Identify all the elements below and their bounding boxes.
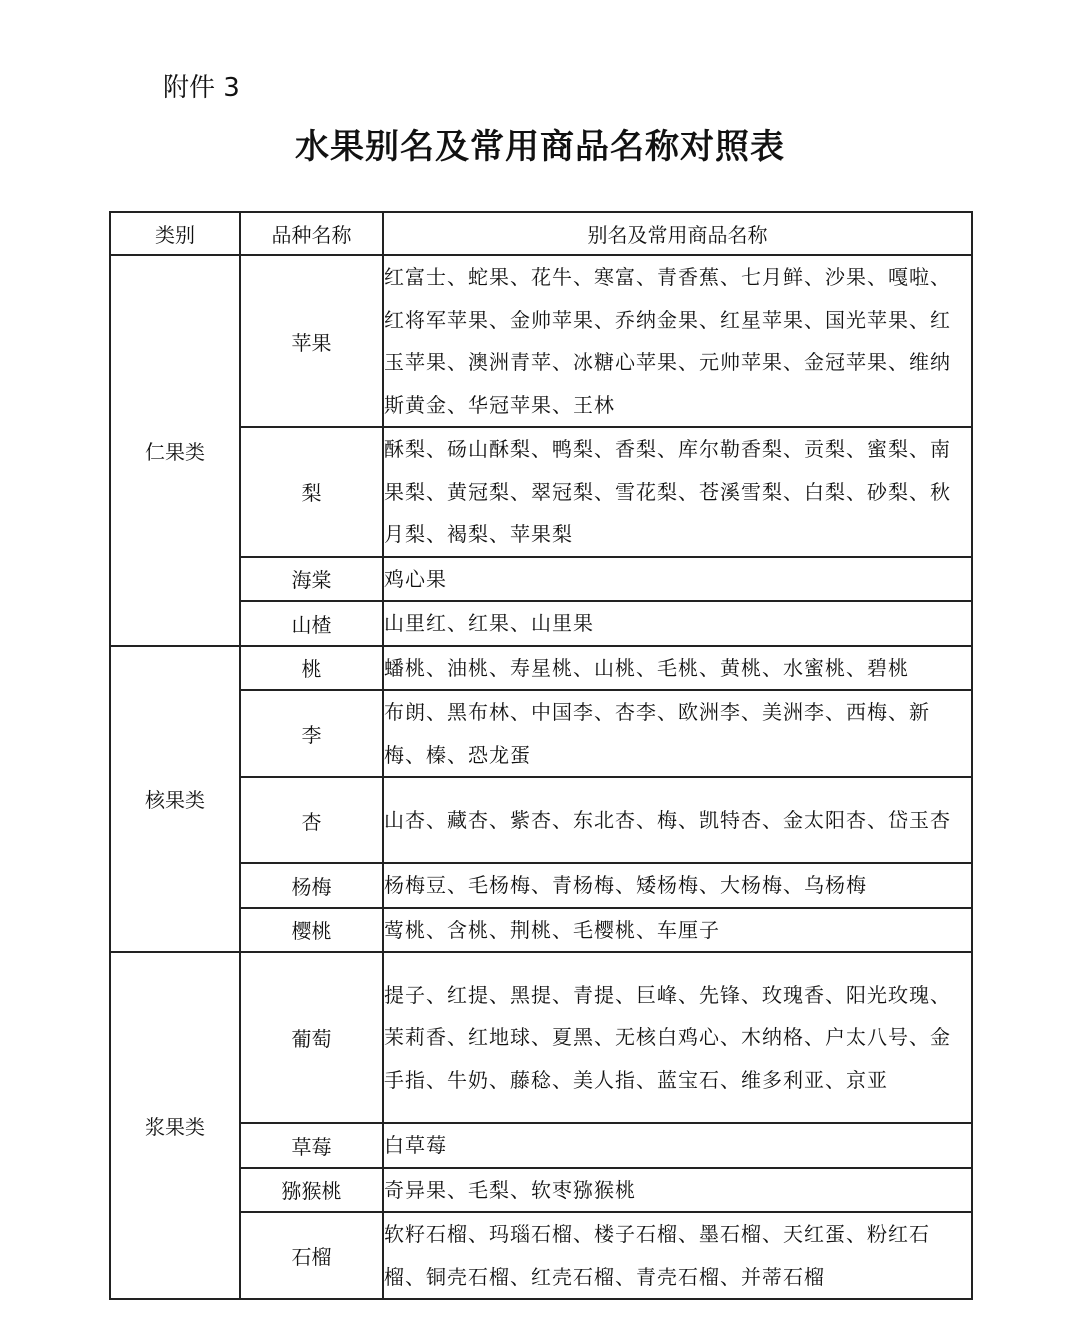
variety-cell: 杨梅: [240, 863, 383, 908]
table-row: [110, 863, 972, 908]
variety-cell: 李: [240, 690, 383, 777]
category-cell: 浆果类: [110, 952, 240, 1299]
category-cell: 仁果类: [110, 255, 240, 646]
variety-cell: 樱桃: [240, 908, 383, 953]
table-row: [110, 427, 972, 557]
aliases-cell: 提子、红提、黑提、青提、巨峰、先锋、玫瑰香、阳光玫瑰、茉莉香、红地球、夏黑、无核白鸡心、木纳格、户太八号、金手指、牛奶、藤稔、美人指、蓝宝石、维多利亚、京亚: [383, 952, 972, 1123]
aliases-cell: 鸡心果: [383, 557, 972, 602]
variety-cell: 草莓: [240, 1123, 383, 1168]
table-row: [110, 557, 972, 602]
document-title: 水果别名及常用商品名称对照表: [295, 127, 785, 167]
table-row: [110, 1168, 972, 1213]
aliases-cell: 软籽石榴、玛瑙石榴、楼子石榴、墨石榴、天红蛋、粉红石榴、铜壳石榴、红壳石榴、青壳石榴、并蒂石榴: [383, 1212, 972, 1299]
aliases-cell: 奇异果、毛梨、软枣猕猴桃: [383, 1168, 972, 1213]
table-row: [110, 777, 972, 863]
column-header-category: 类别: [110, 212, 240, 255]
variety-cell: 葡萄: [240, 952, 383, 1123]
aliases-cell: 红富士、蛇果、花牛、寒富、青香蕉、七月鲜、沙果、嘎啦、红将军苹果、金帅苹果、乔纳金果、红星苹果、国光苹果、红玉苹果、澳洲青苹、冰糖心苹果、元帅苹果、金冠苹果、维纳斯黄金、华冠苹果、王林: [383, 255, 972, 427]
table-row: [110, 601, 972, 646]
table-row: [110, 255, 972, 427]
aliases-cell: 蟠桃、油桃、寿星桃、山桃、毛桃、黄桃、水蜜桃、碧桃: [383, 646, 972, 691]
variety-cell: 杏: [240, 777, 383, 863]
table-row: [110, 952, 972, 1123]
table-row: [110, 908, 972, 953]
column-header-aliases: 别名及常用商品名称: [383, 212, 972, 255]
variety-cell: 桃: [240, 646, 383, 691]
table-row: [110, 1212, 972, 1299]
fruit-alias-table: [109, 211, 973, 1300]
variety-cell: 梨: [240, 427, 383, 557]
aliases-cell: 山杏、藏杏、紫杏、东北杏、梅、凯特杏、金太阳杏、岱玉杏: [383, 777, 972, 863]
category-cell: 核果类: [110, 646, 240, 953]
table-row: [110, 690, 972, 777]
variety-cell: 苹果: [240, 255, 383, 427]
variety-cell: 猕猴桃: [240, 1168, 383, 1213]
aliases-cell: 酥梨、砀山酥梨、鸭梨、香梨、库尔勒香梨、贡梨、蜜梨、南果梨、黄冠梨、翠冠梨、雪花梨、苍溪雪梨、白梨、砂梨、秋月梨、褐梨、苹果梨: [383, 427, 972, 557]
aliases-cell: 布朗、黑布林、中国李、杏李、欧洲李、美洲李、西梅、新梅、榛、恐龙蛋: [383, 690, 972, 777]
table-row: [110, 646, 972, 691]
table-header-row: [110, 212, 972, 255]
variety-cell: 海棠: [240, 557, 383, 602]
variety-cell: 石榴: [240, 1212, 383, 1299]
column-header-variety: 品种名称: [240, 212, 383, 255]
aliases-cell: 杨梅豆、毛杨梅、青杨梅、矮杨梅、大杨梅、乌杨梅: [383, 863, 972, 908]
aliases-cell: 山里红、红果、山里果: [383, 601, 972, 646]
table-row: [110, 1123, 972, 1168]
variety-cell: 山楂: [240, 601, 383, 646]
aliases-cell: 白草莓: [383, 1123, 972, 1168]
aliases-cell: 莺桃、含桃、荆桃、毛樱桃、车厘子: [383, 908, 972, 953]
attachment-label: 附件 3: [163, 73, 240, 103]
